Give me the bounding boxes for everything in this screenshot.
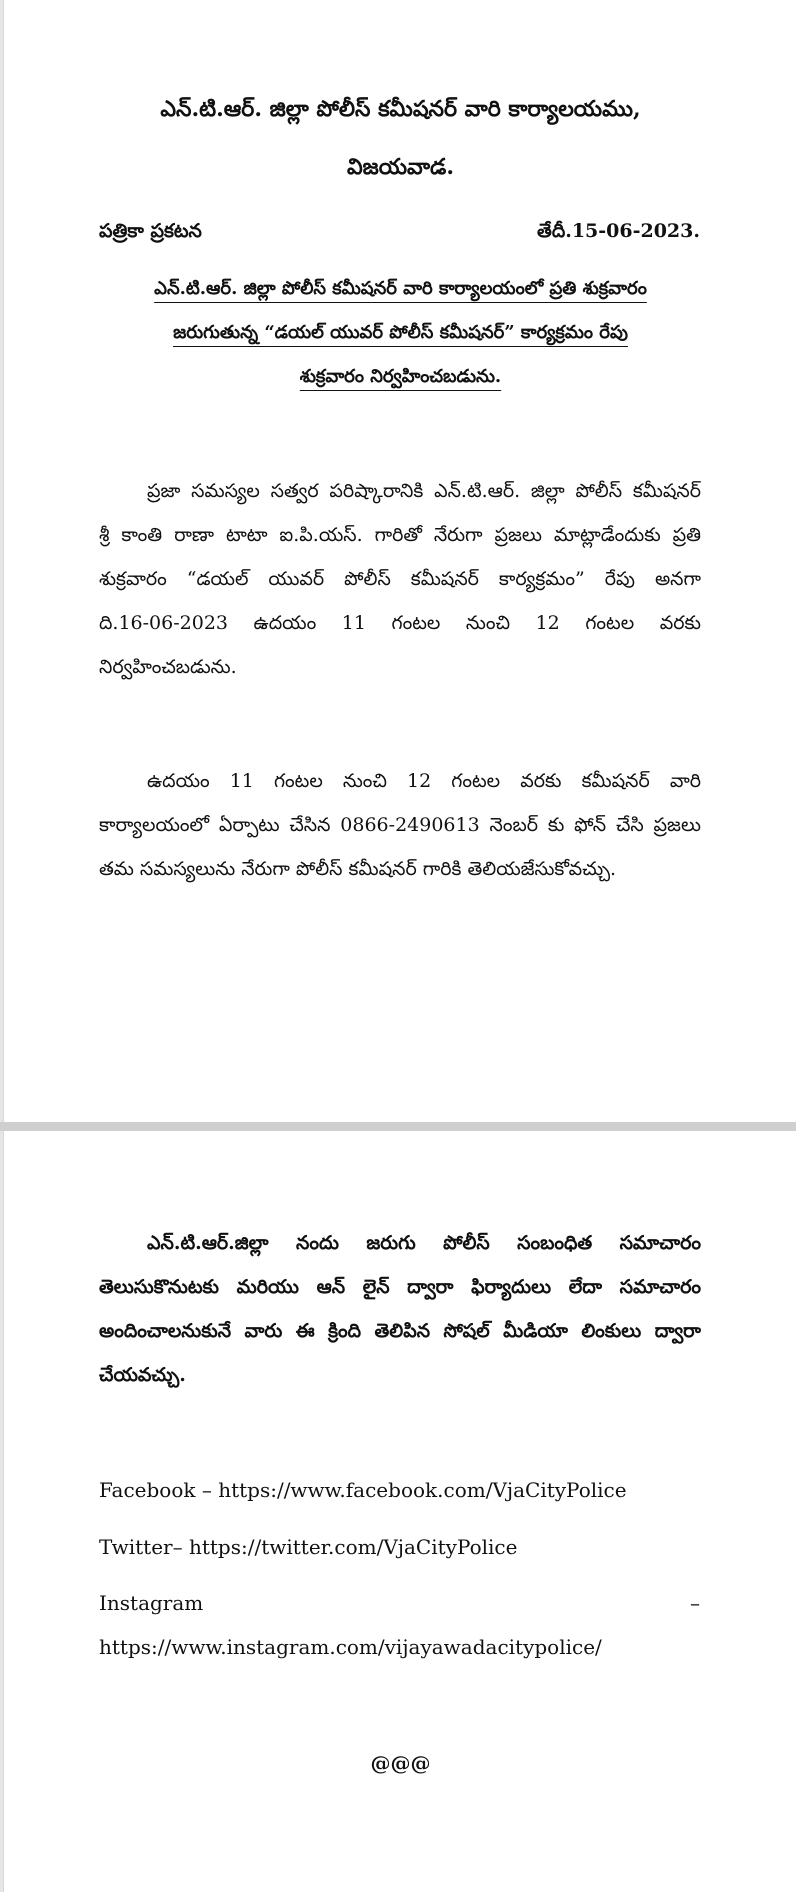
instagram-link[interactable]: https://www.instagram.com/vijayawadacitypolice/ [99, 1635, 602, 1659]
twitter-link[interactable]: Twitter– https://twitter.com/VjaCityPolice [99, 1535, 518, 1559]
subject-line-2: జరుగుతున్న “డయల్ యువర్ పోలీస్ కమీషనర్” కార్యక్రమం రేపు [173, 322, 628, 343]
end-mark: @@@ [370, 1751, 431, 1775]
para1-line-3: శుక్రవారం “డయల్ యువర్ పోలీస్ కమీషనర్ కార్యక్రమం” రేపు అనగా [99, 568, 701, 590]
press-release-date: తేదీ.15-06-2023. [537, 220, 700, 242]
para1-line-5: నిర్వహించబడును. [99, 656, 237, 678]
document-page-2 [3, 1131, 796, 1892]
page-break [0, 1122, 796, 1131]
facebook-link[interactable]: Facebook – https://www.facebook.com/VjaCityPolice [99, 1478, 627, 1502]
page2-para-line-1: ఎన్.టి.ఆర్.జిల్లా నందు జరుగు పోలీస్ సంబంధిత సమాచారం [147, 1232, 701, 1254]
subject-line-3: శుక్రవారం నిర్వహించబడును. [299, 366, 502, 387]
page2-para-line-2: తెలుసుకొనుటకు మరియు ఆన్ లైన్ ద్వారా ఫిర్యాదులు లేదా సమాచారం [99, 1276, 701, 1298]
para2-line-3: తమ సమస్యలును నేరుగా పోలీస్ కమీషనర్ గారికి తెలియజేసుకోవచ్చు. [99, 858, 617, 880]
press-release-label: పత్రికా ప్రకటన [99, 220, 202, 242]
document-page-1 [3, 0, 796, 1122]
para1-line-1: ప్రజా సమస్యల సత్వర పరిష్కారానికి ఎన్.టి.ఆర్. జిల్లా పోలీస్ కమీషనర్ [147, 480, 701, 502]
page2-para-line-4: చేయవచ్చు. [99, 1364, 186, 1386]
instagram-dash: – [690, 1591, 700, 1615]
office-title-line-1: ఎన్.టి.ఆర్. జిల్లా పోలీస్ కమీషనర్ వారి కార్యాలయము, [160, 96, 641, 122]
para1-line-2: శ్రీ కాంతి రాణా టాటా ఐ.పి.యస్. గారితో నేరుగా ప్రజలు మాట్లాడేందుకు ప్రతి [99, 524, 701, 546]
para1-line-4: ది.16-06-2023 ఉదయం 11 గంటల నుంచి 12 గంటల వరకు [99, 612, 701, 634]
page2-para-line-3: అందించాలనుకునే వారు ఈ క్రింది తెలిపిన సోషల్ మీడియా లింకులు ద్వారా [99, 1320, 701, 1342]
para2-line-1: ఉదయం 11 గంటల నుంచి 12 గంటల వరకు కమీషనర్ వారి [147, 770, 701, 792]
instagram-label: Instagram [99, 1591, 204, 1615]
para2-line-2: కార్యాలయంలో ఏర్పాటు చేసిన 0866-2490613 నెంబర్ కు ఫోన్ చేసి ప్రజలు [99, 814, 701, 836]
subject-line-1: ఎన్.టి.ఆర్. జిల్లా పోలీస్ కమీషనర్ వారి కార్యాలయంలో ప్రతి శుక్రవారం [154, 278, 647, 299]
office-title-line-2: విజయవాడ. [346, 154, 454, 180]
